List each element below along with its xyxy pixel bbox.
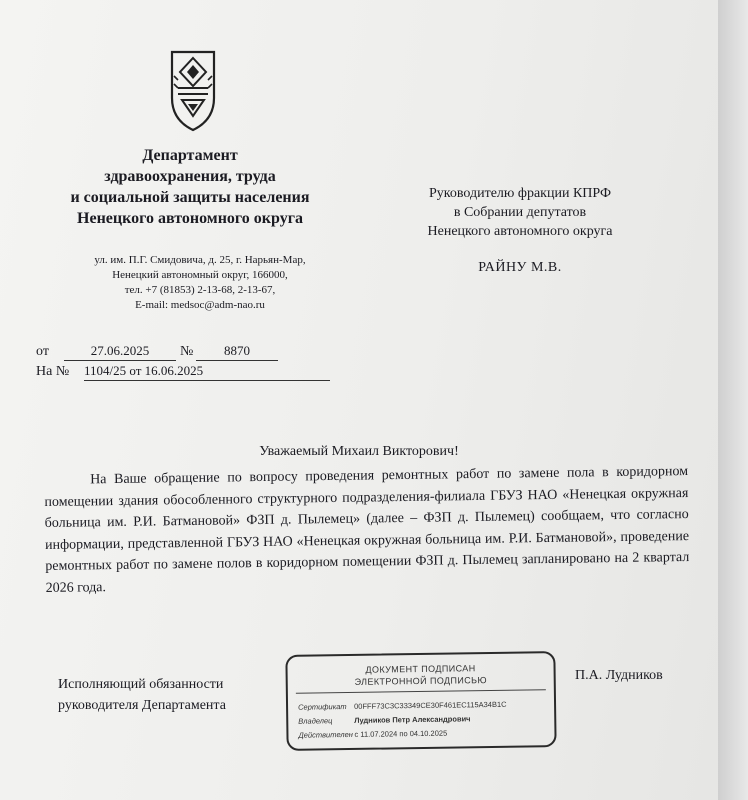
registration-number: 8870 xyxy=(196,343,278,361)
signer-title-line: Исполняющий обязанности xyxy=(58,677,224,692)
recipient-block xyxy=(400,184,640,241)
address-line: ул. им. П.Г. Смидовича, д. 25, г. Нарьян-Мар, xyxy=(94,254,306,266)
stamp-title-line: ЭЛЕКТРОННОЙ ПОДПИСЬЮ xyxy=(354,675,487,687)
stamp-owner-value: Лудников Петр Александрович xyxy=(354,714,471,725)
letter-body: На Ваше обращение по вопросу проведения ремонтных работ по замене пола в коридорном помещении здания обособленного структурного подразделения-филиала ГБУЗ НАО «Ненецкая окружная больница им. Р.И. Батмановой» ФЗП д. Пылемец» (далее – ФЗП д. Пылемец) сообщаем, что согласно информации, представленной ГБУЗ НАО «Ненецкая окружная больница им. Р.И. Батмановой», проведение ремонтных работ по замене полов в коридорном помещении ФЗП д. Пылемец запланировано на 2 квартал 2026 года. xyxy=(44,464,690,596)
stamp-owner-row xyxy=(298,714,470,725)
department-line: Ненецкого автономного округа xyxy=(77,210,303,227)
department-address xyxy=(60,253,340,313)
stamp-certificate-value: 00FFF73C3C33349CE30F461EC115A34B1C xyxy=(354,699,507,711)
coat-of-arms-icon xyxy=(162,48,224,132)
department-line: здравоохранения, труда xyxy=(104,168,276,185)
stamp-title-line: ДОКУМЕНТ ПОДПИСАН xyxy=(365,663,476,675)
address-line: Ненецкий автономный округ, 166000, xyxy=(112,269,288,281)
registration-date: 27.06.2025 xyxy=(64,343,176,361)
stamp-title xyxy=(287,661,553,689)
recipient-line: Руководителю фракции КПРФ xyxy=(429,186,611,201)
stamp-validity-label: Действителен xyxy=(298,729,353,740)
stamp-validity-row xyxy=(298,729,447,740)
signer-title xyxy=(58,674,226,716)
stamp-divider xyxy=(296,689,546,693)
stamp-certificate-row xyxy=(298,700,507,712)
stamp-owner-label: Владелец xyxy=(298,716,333,726)
stamp-certificate-label: Сертификат xyxy=(298,702,347,712)
signer-title-line: руководителя Департамента xyxy=(58,698,226,713)
department-line: Департамент xyxy=(142,147,238,164)
address-line: тел. +7 (81853) 2-13-68, 2-13-67, xyxy=(124,284,276,296)
department-line: и социальной защиты населения xyxy=(70,189,310,206)
reference-value: 1104/25 от 16.06.2025 xyxy=(84,363,330,381)
reference-label: На № xyxy=(36,364,70,379)
electronic-signature-stamp xyxy=(285,651,556,751)
recipient-name: РАЙНУ М.В. xyxy=(478,260,562,275)
stamp-validity-value: с 11.07.2024 по 04.10.2025 xyxy=(354,728,448,739)
date-label: от xyxy=(36,344,49,359)
recipient-line: Ненецкого автономного округа xyxy=(427,224,613,239)
department-name xyxy=(40,145,340,229)
recipient-line: в Собрании депутатов xyxy=(453,205,587,220)
signer-name: П.А. Лудников xyxy=(575,668,663,683)
letter-greeting: Уважаемый Михаил Викторович! xyxy=(259,444,459,459)
page-edge-background xyxy=(718,0,748,800)
address-email: E-mail: medsoc@adm-nao.ru xyxy=(135,299,265,311)
number-label: № xyxy=(180,344,194,359)
